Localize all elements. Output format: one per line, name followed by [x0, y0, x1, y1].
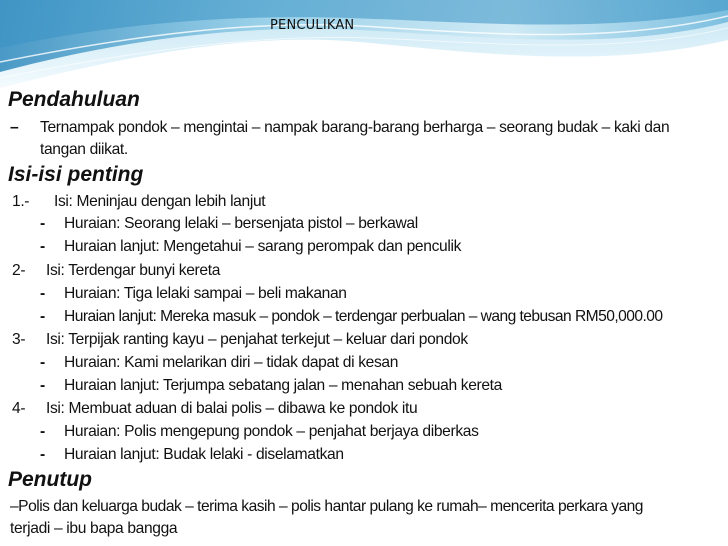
- sub-bullet: -: [40, 285, 46, 302]
- sub-bullet: -: [40, 308, 46, 325]
- point-huraian: Huraian: Seorang lelaki – bersenjata pistol – berkawal: [64, 215, 418, 232]
- header-wave-banner: [0, 0, 728, 92]
- heading-isi-isi-penting: Isi-isi penting: [8, 163, 144, 186]
- sub-bullet: -: [40, 423, 46, 440]
- sub-bullet: -: [40, 446, 46, 463]
- point-number: 2-: [12, 262, 26, 279]
- penutup-line-2: terjadi – ibu bapa bangga: [10, 520, 178, 537]
- pendahuluan-line-2: tangan diikat.: [40, 141, 128, 158]
- point-huraian-lanjut: Huraian lanjut: Budak lelaki - diselamatkan: [64, 446, 344, 463]
- heading-pendahuluan: Pendahuluan: [8, 88, 140, 111]
- point-isi: Isi: Membuat aduan di balai polis – dibawa ke pondok itu: [46, 400, 418, 417]
- point-huraian-lanjut: Huraian lanjut: Terjumpa sebatang jalan – menahan sebuah kereta: [64, 377, 502, 394]
- point-isi: Isi: Meninjau dengan lebih lanjut: [54, 193, 266, 210]
- point-huraian-lanjut: Huraian lanjut: Mereka masuk – pondok – terdengar perbualan – wang tebusan RM50,000.00: [64, 308, 663, 325]
- point-huraian: Huraian: Kami melarikan diri – tidak dapat di kesan: [64, 354, 399, 371]
- point-huraian: Huraian: Polis mengepung pondok – penjahat berjaya diberkas: [64, 423, 479, 440]
- slide-title: PENCULIKAN: [270, 18, 355, 33]
- point-number: 1.-: [12, 193, 30, 210]
- sub-bullet: -: [40, 354, 46, 371]
- heading-penutup: Penutup: [8, 468, 92, 491]
- pendahuluan-line-1: Ternampak pondok – mengintai – nampak barang-barang berharga – seorang budak – kaki dan: [40, 119, 670, 136]
- point-number: 4-: [12, 400, 26, 417]
- point-isi: Isi: Terpijak ranting kayu – penjahat terkejut – keluar dari pondok: [46, 331, 468, 348]
- sub-bullet: -: [40, 377, 46, 394]
- penutup-line-1: –Polis dan keluarga budak – terima kasih – polis hantar pulang ke rumah– mencerita perkara yang: [10, 498, 643, 515]
- point-huraian: Huraian: Tiga lelaki sampai – beli makanan: [64, 285, 347, 302]
- sub-bullet: -: [40, 238, 46, 255]
- point-huraian-lanjut: Huraian lanjut: Mengetahui – sarang perompak dan penculik: [64, 238, 462, 255]
- sub-bullet: -: [40, 215, 46, 232]
- point-number: 3-: [12, 331, 26, 348]
- bullet-dash: –: [10, 119, 19, 136]
- point-isi: Isi: Terdengar bunyi kereta: [46, 262, 221, 279]
